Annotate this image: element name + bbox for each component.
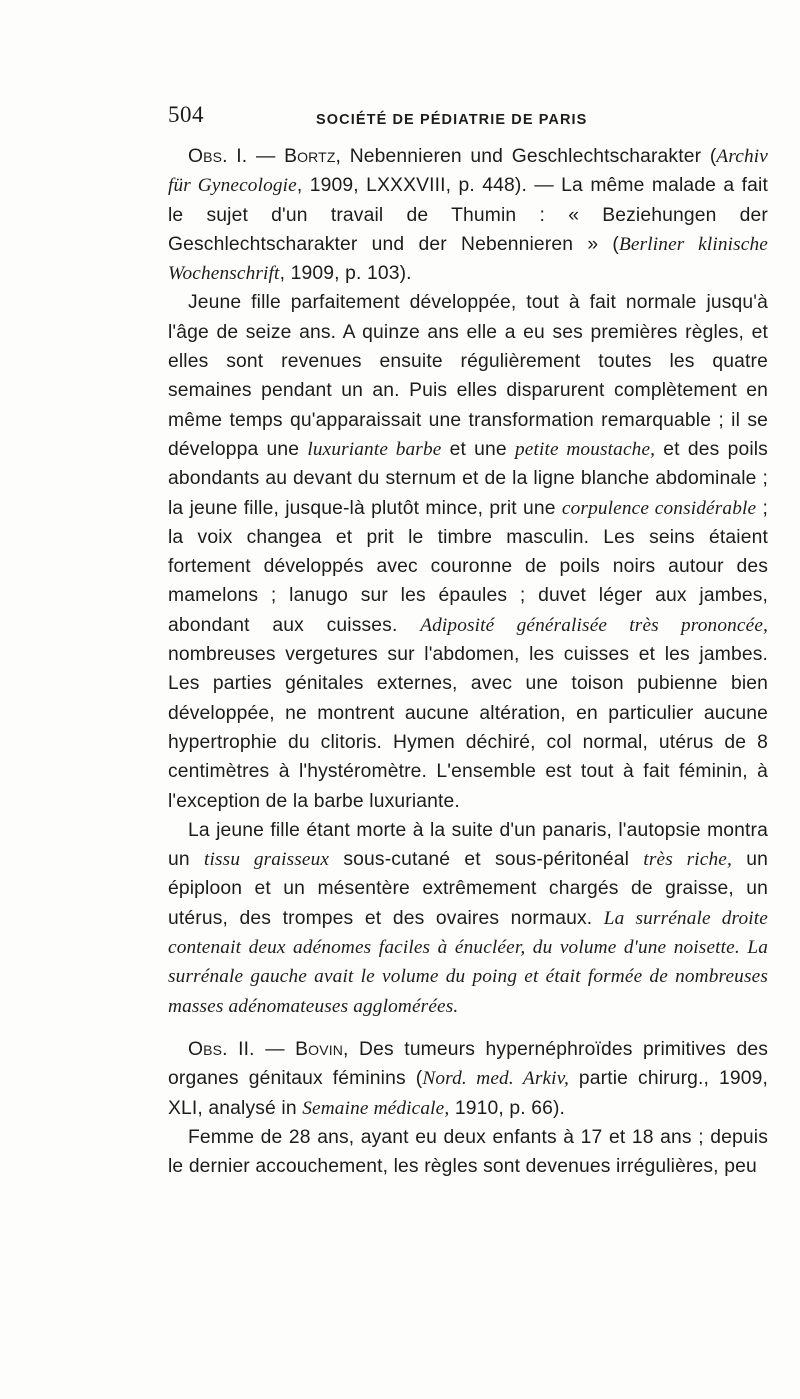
text-run: nombreuses vergetures sur l'abdomen, les cuisses et les jambes. Les parties génitales externes, avec une toison pubienne bien développée, ne montrent aucune altération, en particulier aucune hypertrophie du clitoris. Hymen déchiré, col normal, utérus de 8 centimètres à l'hystéromètre. L'ensemble est tout à fait féminin, à l'exception de la barbe luxuriante. [168, 644, 768, 812]
text-run: ; la voix changea et prit le timbre masculin. Les seins étaient fortement développés avec couronne de poils noirs autour des mamelons ; lanugo sur les épaules ; duvet léger aux jambes, abondant aux cuisses. [168, 497, 768, 636]
running-head: SOCIÉTÉ DE PÉDIATRIE DE PARIS [316, 112, 588, 128]
italic-text: Archiv für Gynecologie [168, 146, 768, 197]
text-run: , 1909, p. 103). [279, 263, 412, 285]
italic-text: luxuriante barbe [307, 438, 442, 460]
text-run: — [254, 1038, 296, 1060]
page-header [168, 100, 768, 134]
small-caps-text: Bortz [284, 146, 336, 167]
paragraph [168, 816, 768, 1021]
text-run: Jeune fille parfaitement développée, tout à fait normale jusqu'à l'âge de seize ans. A quinze ans elle a eu ses premières règles, et elles sont revenues ensuite régulièrement toutes les quatre semaines pendant un an. Puis elles disparurent complètement en même temps qu'apparaissait une transformation remarquable ; il se développa une [168, 292, 768, 460]
page-number: 504 [168, 102, 204, 127]
small-caps-text: Obs. II. [188, 1038, 255, 1060]
paragraph [168, 1035, 768, 1123]
italic-text: tissu graisseux [204, 849, 330, 871]
italic-text: Semaine médicale, [302, 1097, 450, 1119]
text-run: , 1909, LXXXVIII, p. 448). — La même malade a fait le sujet d'un travail de Thumin : « Beziehungen der Geschlechtscharakter und der Nebennieren » ( [168, 175, 768, 255]
italic-text: corpulence considérable [561, 497, 757, 519]
text-run: et des poils abondants au devant du sternum et de la ligne blanche abdominale ; la jeune fille, jusque-là plutôt mince, prit une [168, 438, 768, 519]
text-run: Femme de 28 ans, ayant eu deux enfants à 17 et 18 ans ; depuis le dernier accouchement, les règles sont devenues irrégulières, peu [168, 1126, 768, 1178]
text-run: — [247, 146, 285, 167]
italic-text: Nord. med. Arkiv, [422, 1068, 569, 1090]
text-run: et une [441, 438, 515, 460]
text-run: La jeune fille étant morte à la suite d'un panaris, l'autopsie montra un [168, 819, 768, 871]
italic-text: petite moustache, [514, 438, 656, 460]
body-text [168, 142, 768, 1181]
small-caps-text: Obs. I. [188, 146, 248, 167]
text-run: , Nebennieren und Geschlechtscharakter ( [335, 146, 717, 167]
paragraph [168, 1123, 768, 1182]
text-run: , Des tumeurs hypernéphroïdes primitives des organes génitaux féminins ( [168, 1038, 768, 1090]
italic-text: La surrénale droite contenait deux adénomes faciles à énucléer, du volume d'une noisette. La surrénale gauche avait le volume du poing et était formée de nombreuses masses adénomateuses agglomérées. [168, 907, 768, 1017]
text-run: partie chirurg., 1909, XLI, analysé in [168, 1068, 769, 1119]
paragraph [168, 288, 768, 815]
paragraph [168, 142, 768, 288]
italic-text: très riche, [643, 849, 732, 871]
italic-text: Adiposité généralisée très prononcée, [420, 614, 768, 636]
small-caps-text: Bovin [295, 1038, 344, 1060]
italic-text: Berliner klinische Wochenschrift [168, 233, 768, 285]
text-run: un épiploon et un mésentère extrêmement chargés de graisse, un utérus, des trompes et des ovaires normaux. [168, 849, 768, 929]
text-run: sous-cutané et sous-péritonéal [329, 849, 644, 871]
text-run: 1910, p. 66). [449, 1097, 566, 1119]
